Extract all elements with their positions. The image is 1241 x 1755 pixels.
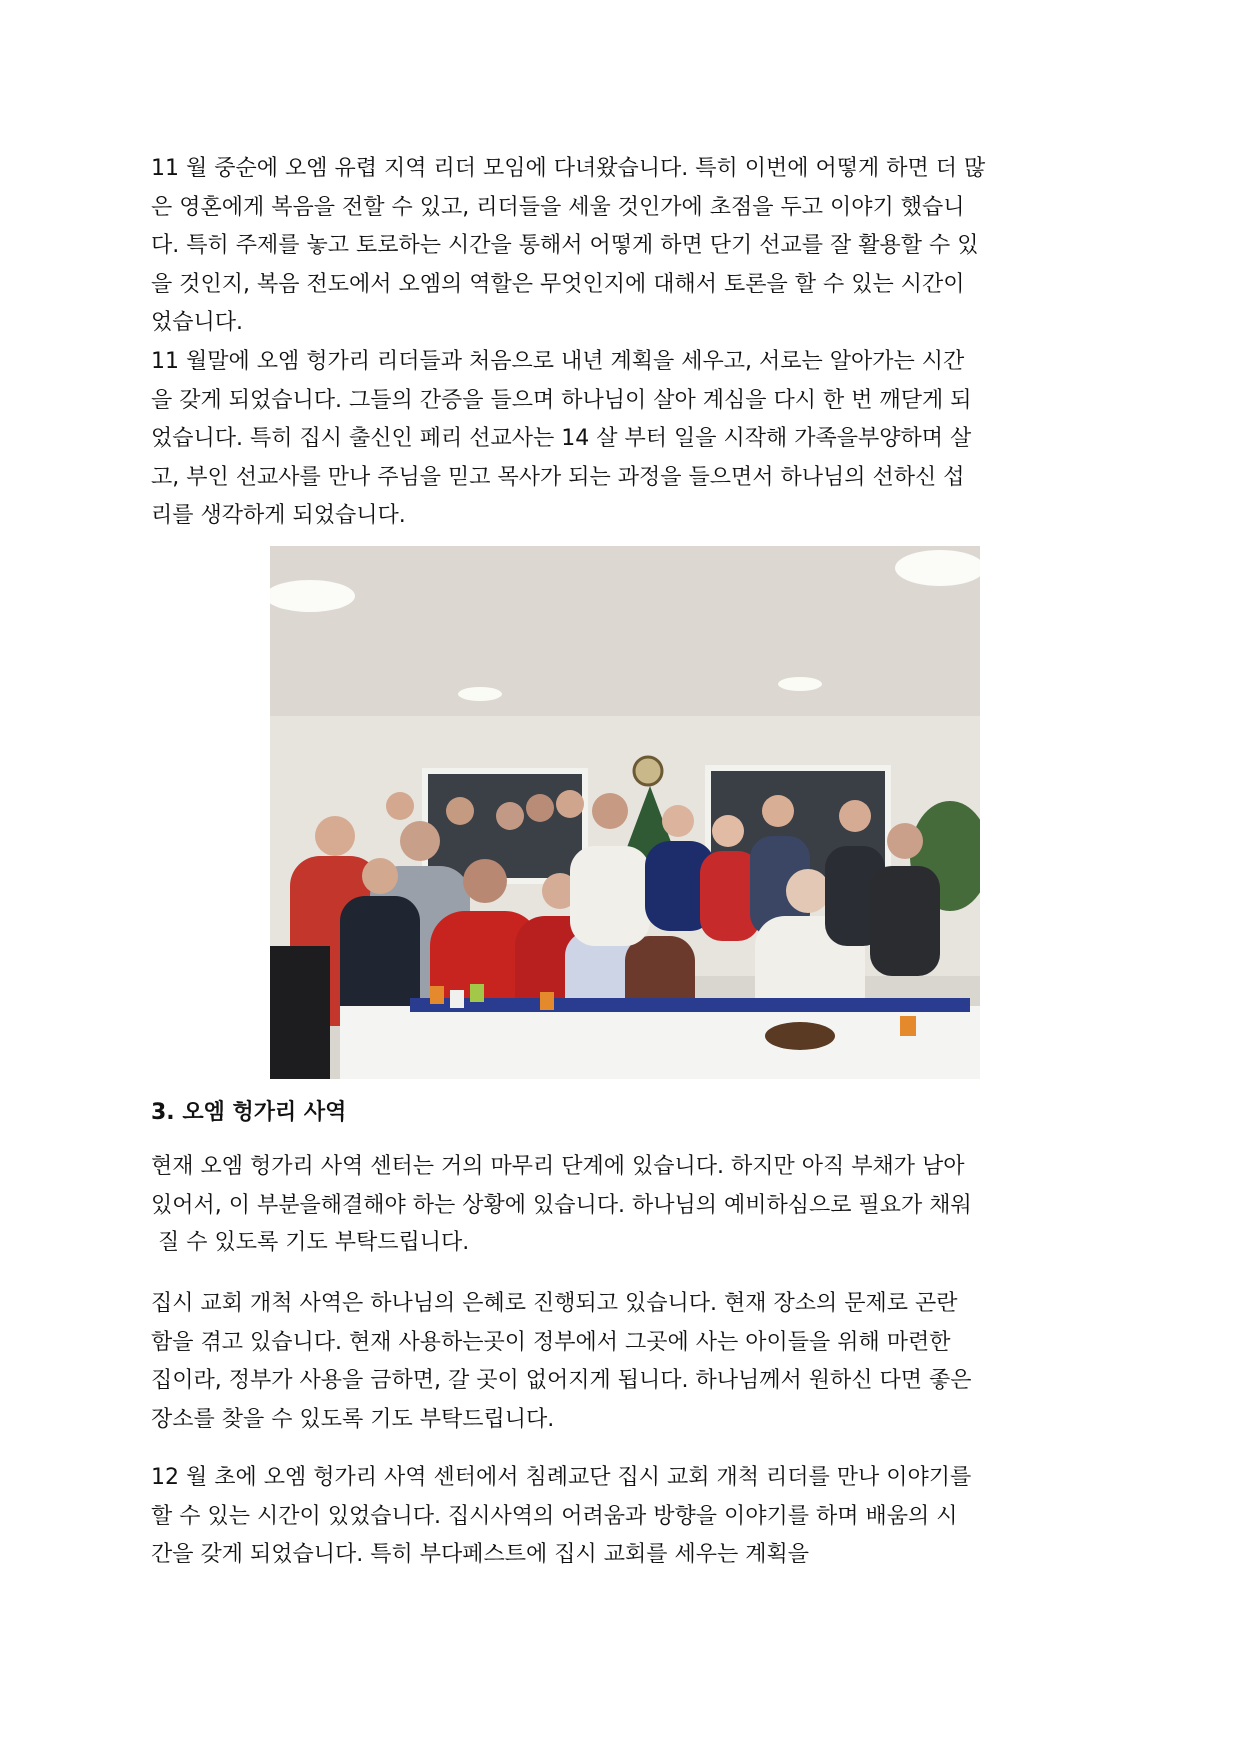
group-photo-image bbox=[270, 546, 980, 1079]
text-line: 은 영혼에게 복음을 전할 수 있고, 리더들을 세울 것인가에 초점을 두고 이야기 했습니 bbox=[151, 194, 965, 220]
text-line: 질 수 있도록 기도 부탁드립니다. bbox=[151, 1229, 470, 1255]
text-line: 을 갖게 되었습니다. 그들의 간증을 들으며 하나님이 살아 계심을 다시 한 번 깨닫게 되 bbox=[151, 387, 972, 413]
section-heading: 3. 오엠 헝가리 사역 bbox=[151, 1100, 347, 1125]
paragraph-center bbox=[151, 1148, 1095, 1262]
text-line: 11 월 중순에 오엠 유렵 지역 리더 모임에 다녀왔습니다. 특히 이번에 어떻게 하면 더 많 bbox=[151, 156, 986, 181]
text-line: 집시 교회 개척 사역은 하나님의 은혜로 진행되고 있습니다. 현재 장소의 문제로 곤란 bbox=[151, 1291, 958, 1316]
text-line: 었습니다. 특히 집시 출신인 페리 선교사는 14 살 부터 일을 시작해 가족을부양하며 살 bbox=[151, 426, 972, 452]
paragraph-gypsy-church bbox=[151, 1285, 1095, 1439]
paragraph-december bbox=[151, 1459, 1095, 1575]
text-line: 었습니다. bbox=[151, 310, 244, 336]
text-line: 리를 생각하게 되었습니다. bbox=[151, 503, 406, 529]
text-line: 현재 오엠 헝가리 사역 센터는 거의 마무리 단계에 있습니다. 하지만 아직 부채가 남아 bbox=[151, 1154, 965, 1179]
text-line: 을 것인지, 복음 전도에서 오엠의 역할은 무엇인지에 대해서 토론을 할 수 있는 시간이 bbox=[151, 271, 965, 297]
text-line: 있어서, 이 부분을해결해야 하는 상황에 있습니다. 하나님의 예비하심으로 필요가 채워 bbox=[151, 1192, 972, 1218]
text-line: 11 월말에 오엠 헝가리 리더들과 처음으로 내년 계획을 세우고, 서로는 알아가는 시간 bbox=[151, 348, 965, 374]
text-line: 장소를 찾을 수 있도록 기도 부탁드립니다. bbox=[151, 1406, 555, 1432]
text-line: 다. 특히 주제를 놓고 토로하는 시간을 통해서 어떻게 하면 단기 선교를 잘 활용할 수 있 bbox=[151, 233, 979, 259]
text-line: 간을 갖게 되었습니다. 특히 부다페스트에 집시 교회를 세우는 계획을 bbox=[151, 1542, 809, 1568]
text-line: 집이라, 정부가 사용을 금하면, 갈 곳이 없어지게 됩니다. 하나님께서 원하신 다면 좋은 bbox=[151, 1368, 972, 1394]
text-line: 할 수 있는 시간이 있었습니다. 집시사역의 어려움과 방향을 이야기를 하며 배움의 시 bbox=[151, 1503, 958, 1529]
text-line: 고, 부인 선교사를 만나 주님을 믿고 목사가 되는 과정을 들으면서 하나님의 선하신 섭 bbox=[151, 464, 965, 490]
text-line: 함을 겪고 있습니다. 현재 사용하는곳이 정부에서 그곳에 사는 아이들을 위해 마련한 bbox=[151, 1329, 951, 1355]
intro-paragraphs bbox=[151, 150, 1095, 536]
text-line: 12 월 초에 오엠 헝가리 사역 센터에서 침례교단 집시 교회 개척 리더를 만나 이야기를 bbox=[151, 1465, 972, 1490]
group-photo bbox=[270, 546, 980, 1079]
